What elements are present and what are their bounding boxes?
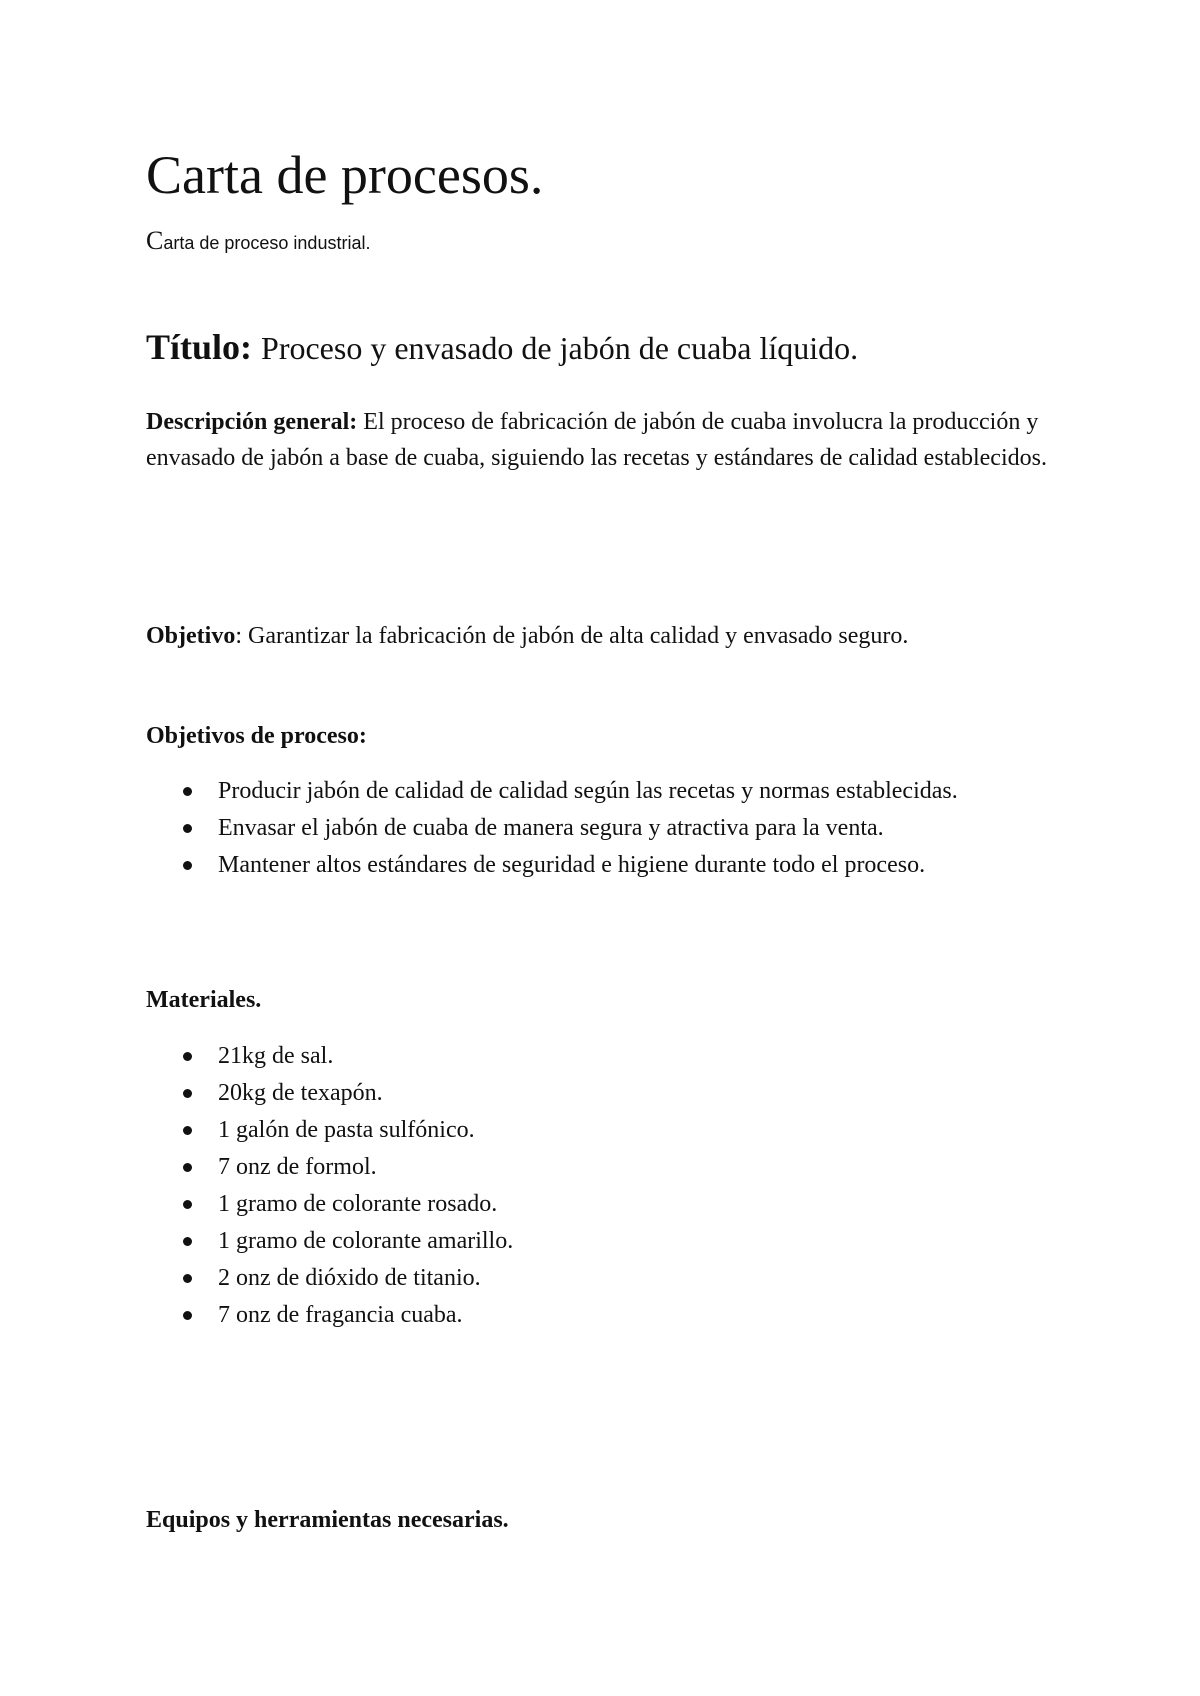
list-item-text: Producir jabón de calidad de calidad según las recetas y normas establecidas.: [218, 778, 958, 804]
titulo-label: Título:: [146, 327, 253, 367]
list-item-text: 1 gramo de colorante rosado.: [218, 1191, 498, 1217]
list-item-text: 2 onz de dióxido de titanio.: [218, 1265, 481, 1291]
equipos-heading: Equipos y herramientas necesarias.: [146, 1507, 509, 1533]
list-item-text: Mantener altos estándares de seguridad e higiene durante todo el proceso.: [218, 852, 926, 878]
list-item: [146, 1038, 1076, 1074]
list-item-text: 7 onz de formol.: [218, 1154, 377, 1180]
bullet-icon: [183, 1311, 192, 1320]
objetivos-heading: Objetivos de proceso:: [146, 723, 367, 749]
titulo-line: [146, 326, 858, 369]
subtitle-rest: arta de proceso industrial.: [163, 233, 371, 253]
descripcion-paragraph: [146, 404, 1076, 476]
list-item: [146, 1149, 1076, 1185]
bullet-icon: [183, 1163, 192, 1172]
objetivo-paragraph: [146, 618, 1076, 654]
list-item: [146, 1260, 1076, 1296]
list-item: [146, 1297, 1076, 1333]
list-item: [146, 847, 1076, 883]
list-item: [146, 1075, 1076, 1111]
subtitle-initial: C: [146, 226, 164, 255]
list-item-text: 20kg de texapón.: [218, 1080, 383, 1106]
list-item-text: 1 galón de pasta sulfónico.: [218, 1117, 475, 1143]
bullet-icon: [183, 1052, 192, 1061]
objetivo-label: Objetivo: [146, 623, 236, 649]
list-item-text: 21kg de sal.: [218, 1043, 334, 1069]
bullet-icon: [183, 824, 192, 833]
bullet-icon: [183, 861, 192, 870]
bullet-icon: [183, 1126, 192, 1135]
materiales-heading: Materiales.: [146, 987, 262, 1013]
list-item: [146, 1186, 1076, 1222]
document-title: Carta de procesos.: [146, 145, 544, 205]
descripcion-text: El proceso de fabricación de jabón de cuaba involucra la producción y envasado de jabón a base de cuaba, siguiendo las recetas y estándares de calidad establecidos.: [146, 409, 1047, 471]
materiales-list: [146, 1038, 1076, 1334]
list-item-text: 7 onz de fragancia cuaba.: [218, 1302, 463, 1328]
bullet-icon: [183, 787, 192, 796]
bullet-icon: [183, 1089, 192, 1098]
list-item: [146, 1112, 1076, 1148]
list-item-text: Envasar el jabón de cuaba de manera segura y atractiva para la venta.: [218, 815, 884, 841]
titulo-value: Proceso y envasado de jabón de cuaba líquido.: [261, 330, 859, 366]
list-item: [146, 1223, 1076, 1259]
list-item: [146, 810, 1076, 846]
bullet-icon: [183, 1237, 192, 1246]
descripcion-label: Descripción general:: [146, 409, 358, 435]
list-item: [146, 773, 1076, 809]
list-item-text: 1 gramo de colorante amarillo.: [218, 1228, 514, 1254]
bullet-icon: [183, 1274, 192, 1283]
bullet-icon: [183, 1200, 192, 1209]
objetivos-list: [146, 773, 1076, 884]
objetivo-text: : Garantizar la fabricación de jabón de alta calidad y envasado seguro.: [235, 623, 909, 649]
document-subtitle: [146, 225, 370, 256]
